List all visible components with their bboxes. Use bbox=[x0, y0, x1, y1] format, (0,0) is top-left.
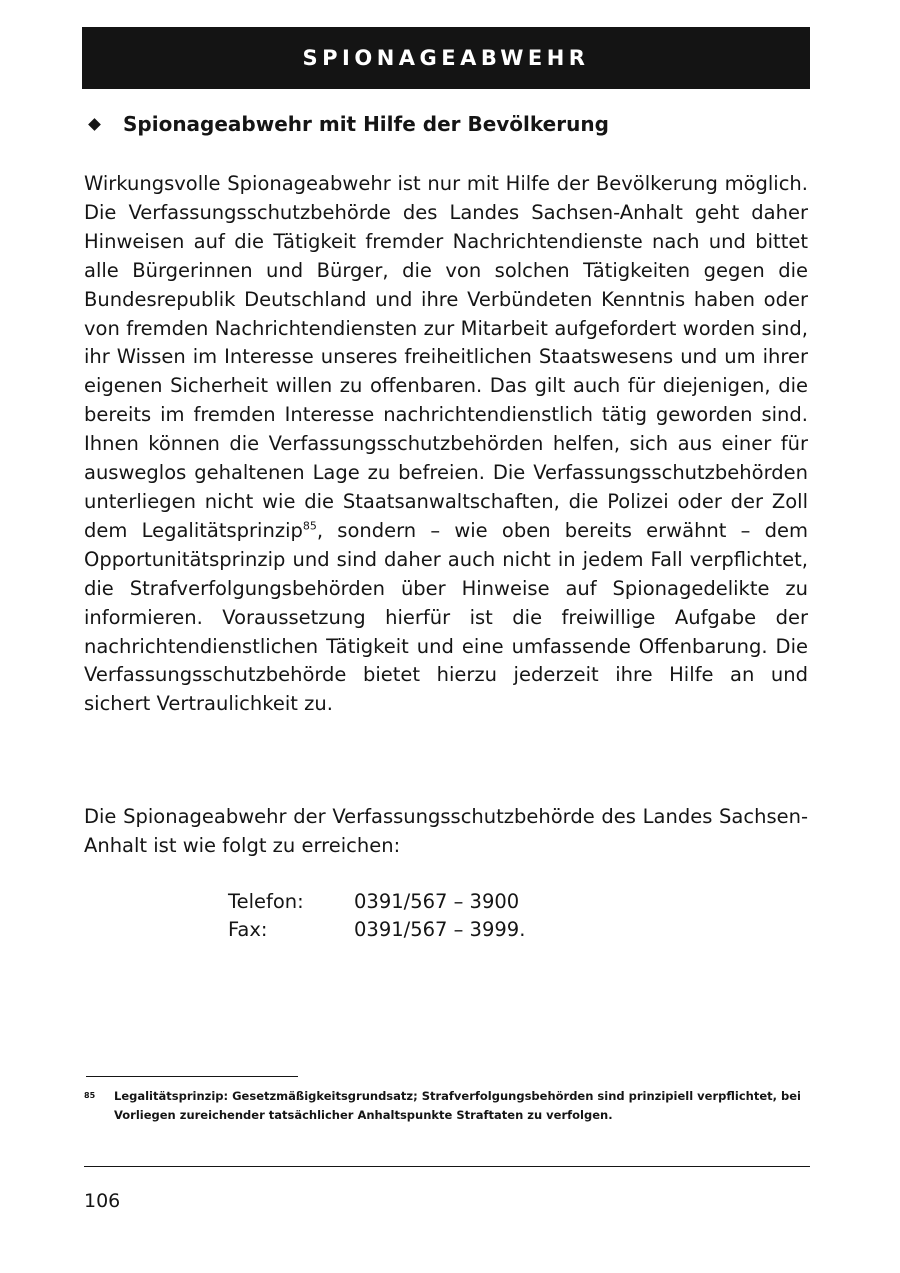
phone-value: 0391/567 – 3900 bbox=[354, 890, 520, 913]
fax-label: Fax: bbox=[228, 918, 268, 941]
contact-table bbox=[228, 888, 525, 944]
phone-row bbox=[228, 888, 525, 916]
footnote-number: 85 bbox=[84, 1091, 96, 1100]
header-bar bbox=[82, 27, 810, 89]
fax-row bbox=[228, 916, 525, 944]
section-heading-text: Spionageabwehr mit Hilfe der Bevölkerung bbox=[123, 112, 609, 136]
body-paragraph bbox=[84, 170, 808, 719]
fax-value: 0391/567 – 3999. bbox=[354, 918, 526, 941]
contact-intro: Die Spionageabwehr der Verfassungsschutzbehörde des Landes Sachsen-Anhalt ist wie folgt zu erreichen: bbox=[84, 805, 808, 857]
diamond-bullet-icon bbox=[88, 118, 101, 131]
page-header-title: SPIONAGEABWEHR bbox=[302, 46, 590, 70]
body-text-part-1: Wirkungsvolle Spionageabwehr ist nur mit Hilfe der Bevölkerung möglich. Die Verfassungsschutzbehörde des Landes Sachsen-Anhalt geht daher Hinweisen auf die Tätigkeit fremder Nachrichtendienste nach und bittet alle Bürgerinnen und Bürger, die von solchen Tätigkeiten gegen die Bundesrepublik Deutschland und ihre Verbündeten Kenntnis haben oder von fremden Nachrichtendiensten zur Mitarbeit aufgefordert worden sind, ihr Wissen im Interesse unseres freiheitlichen Staatswesens und um ihrer eigenen Sicherheit willen zu offenbaren. Das gilt auch für diejenigen, die bereits im fremden Interesse nachrichtendienstlich tätig geworden sind. Ihnen können die Verfassungsschutzbehörden helfen, sich aus einer für ausweglos gehaltenen Lage zu befreien. Die Verfassungsschutzbehörden unterliegen nicht wie die Staatsanwaltschaften, die Polizei oder der Zoll dem Legalitätsprinzip bbox=[84, 172, 808, 542]
footnote bbox=[84, 1087, 808, 1124]
body-text-part-2: , sondern – wie oben bereits erwähnt – dem Opportunitätsprinzip und sind daher auch nicht in jedem Fall verpflichtet, die Strafverfolgungsbehörden über Hinweise auf Spionagedelikte zu informieren. Voraussetzung hierfür ist die freiwillige Aufgabe der nachrichtendienstlichen Tätigkeit und eine umfassende Offenbarung. Die Verfassungsschutzbehörde bietet hierzu jederzeit ihre Hilfe an und sichert Vertraulichkeit zu. bbox=[84, 518, 808, 716]
page-number: 106 bbox=[84, 1190, 121, 1212]
phone-label: Telefon: bbox=[228, 890, 304, 913]
footnote-text: Legalitätsprinzip: Gesetzmäßigkeitsgrundsatz; Strafverfolgungsbehörden sind prinzipiell verpflichtet, bei Vorliegen zureichender tatsächlicher Anhaltspunkte Straftaten zu verfolgen. bbox=[114, 1089, 801, 1122]
footnote-divider bbox=[86, 1076, 298, 1077]
bottom-divider bbox=[84, 1166, 810, 1167]
section-heading bbox=[84, 112, 804, 136]
footnote-reference[interactable]: 85 bbox=[302, 519, 317, 533]
